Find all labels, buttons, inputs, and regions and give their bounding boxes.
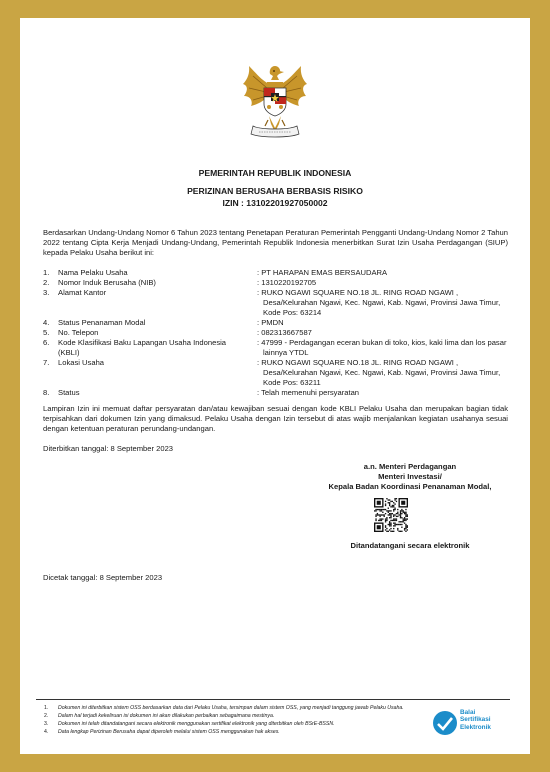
- info-label: [43, 278, 257, 288]
- info-row: [43, 328, 513, 338]
- info-number: 5.: [43, 328, 50, 337]
- info-label-text: Alamat Kantor: [58, 288, 107, 297]
- info-value-line: : Telah memenuhi persyaratan: [257, 388, 360, 397]
- info-value-line: Kode Pos: 63211: [263, 378, 321, 387]
- info-value-line: Desa/Kelurahan Ngawi, Kec. Ngawi, Kab. Ngawi, Provinsi Jawa Timur,: [263, 368, 501, 377]
- info-value: [257, 268, 513, 278]
- izin-number: IZIN : 13102201927050002: [222, 198, 328, 208]
- footnote-item: [44, 712, 434, 720]
- bsre-logo: [432, 708, 512, 738]
- info-value: [257, 328, 513, 338]
- info-value: [257, 278, 513, 288]
- info-label-text-2: (KBLI): [58, 348, 80, 357]
- info-row: [43, 358, 513, 388]
- electronic-signature-note: Ditandatangani secara elektronik: [350, 541, 470, 550]
- license-title: PERIZINAN BERUSAHA BERBASIS RISIKO: [187, 186, 363, 196]
- info-value-line: lainnya YTDL: [263, 348, 309, 357]
- info-value: [257, 338, 513, 358]
- bsre-line-3: Elektronik: [460, 723, 491, 731]
- info-value-line: : RUKO NGAWI SQUARE NO.18 JL. RING ROAD NGAWI ,: [257, 288, 459, 297]
- info-value: [257, 318, 513, 328]
- info-label: [43, 318, 257, 328]
- info-row: [43, 268, 513, 278]
- garuda-emblem: [241, 62, 309, 144]
- footnote-number: 1.: [44, 705, 49, 711]
- footer-notes: [36, 699, 510, 754]
- info-row: [43, 388, 513, 398]
- info-row: [43, 318, 513, 328]
- issued-date: Diterbitkan tanggal: 8 September 2023: [43, 444, 174, 453]
- bsre-line-1: Balai: [460, 709, 476, 716]
- government-heading: PEMERINTAH REPUBLIK INDONESIA: [198, 168, 352, 178]
- signature-line-3: Kepala Badan Koordinasi Penanaman Modal,: [328, 482, 492, 491]
- info-label: [43, 328, 257, 338]
- info-value: [257, 358, 513, 388]
- info-value-line: : PMDN: [257, 318, 284, 327]
- qr-code[interactable]: [374, 498, 408, 532]
- info-value-line: Desa/Kelurahan Ngawi, Kec. Ngawi, Kab. Ngawi, Provinsi Jawa Timur,: [263, 298, 501, 307]
- footnote-number: 2.: [44, 713, 49, 719]
- footnote-number: 3.: [44, 721, 49, 727]
- info-number: 2.: [43, 278, 50, 287]
- attachment-note: Lampiran Izin ini memuat daftar persyaratan dan/atau kewajiban sesuai dengan kode KBLI Pelaku Usaha dan merupakan bagian tidak terpisahkan dari dokumen Izin yang dimaksud. Pelaku Usaha dengan Izin tersebut di atas wajib menjalankan kegiatan usahanya sesuai dengan ketentuan peraturan perundang-undangan.: [43, 404, 508, 433]
- footnote-list: [44, 704, 434, 736]
- info-label-text: Lokasi Usaha: [58, 358, 105, 367]
- info-value-line: : 1310220192705: [257, 278, 317, 287]
- info-label-text: Kode Klasifikasi Baku Lapangan Usaha Indonesia: [58, 338, 227, 347]
- footnote-item: [44, 704, 434, 712]
- info-label-text: Nama Pelaku Usaha: [58, 268, 128, 277]
- info-number: 4.: [43, 318, 50, 327]
- info-number: 1.: [43, 268, 50, 277]
- info-label: [43, 338, 257, 358]
- intro-paragraph: Berdasarkan Undang-Undang Nomor 6 Tahun 2023 tentang Penetapan Peraturan Pemerintah Pengganti Undang-Undang Nomor 2 Tahun 2022 tentang Cipta Kerja Menjadi Undang-Undang, Pemerintah Republik Indonesia menerbitkan Surat Izin Usaha Perdagangan (SIUP) kepada Pelaku Usaha berikut ini:: [43, 228, 508, 257]
- footnote-number: 4.: [44, 729, 49, 735]
- info-value: [257, 388, 513, 398]
- bsre-line-2: Sertifikasi: [460, 716, 491, 724]
- info-number: 8.: [43, 388, 50, 397]
- bsre-mark-icon: [432, 710, 458, 736]
- info-value-line: : 082313667587: [257, 328, 312, 337]
- signature-line-2: Menteri Investasi/: [378, 472, 442, 481]
- signature-line-1: a.n. Menteri Perdagangan: [363, 462, 457, 471]
- info-number: 6.: [43, 338, 50, 347]
- info-label-text: Nomor Induk Berusaha (NIB): [58, 278, 156, 287]
- info-label: [43, 288, 257, 318]
- business-info-list: [43, 268, 513, 398]
- info-label: [43, 268, 257, 278]
- info-label: [43, 358, 257, 388]
- info-value-line: : 47999 - Perdagangan eceran bukan di toko, kios, kaki lima dan los pasar: [257, 338, 507, 347]
- footnote-text: Dalam hal terjadi kekeliruan isi dokumen ini akan dilakukan perbaikan sebagaimana mestinya.: [58, 713, 275, 719]
- info-value-line: : PT HARAPAN EMAS BERSAUDARA: [257, 268, 388, 277]
- info-number: 3.: [43, 288, 50, 297]
- info-label-text: No. Telepon: [58, 328, 99, 337]
- info-label-text: Status Penanaman Modal: [58, 318, 146, 327]
- info-row: [43, 288, 513, 318]
- footnote-text: Dokumen ini diterbitkan sistem OSS berdasarkan data dari Pelaku Usaha, tersimpan dalam sistem OSS, yang menjadi tanggung jawab Pelaku Usaha.: [58, 705, 404, 711]
- footnote-text: Dokumen ini telah ditandatangani secara elektronik menggunakan sertifikat elektronik yang diterbitkan oleh BSrE-BSSN.: [58, 721, 335, 727]
- info-number: 7.: [43, 358, 50, 367]
- info-label-text: Status: [58, 388, 80, 397]
- info-value-line: Kode Pos: 63214: [263, 308, 322, 317]
- footnote-text: Data lengkap Perizinan Berusaha dapat diperoleh melalui sistem OSS menggunakan hak akses.: [58, 729, 280, 735]
- footnote-item: [44, 728, 434, 736]
- info-row: [43, 338, 513, 358]
- printed-date: Dicetak tanggal: 8 September 2023: [43, 573, 163, 582]
- info-label: [43, 388, 257, 398]
- footnote-item: [44, 720, 434, 728]
- info-value: [257, 288, 513, 318]
- info-row: [43, 278, 513, 288]
- info-value-line: : RUKO NGAWI SQUARE NO.18 JL. RING ROAD NGAWI ,: [257, 358, 459, 367]
